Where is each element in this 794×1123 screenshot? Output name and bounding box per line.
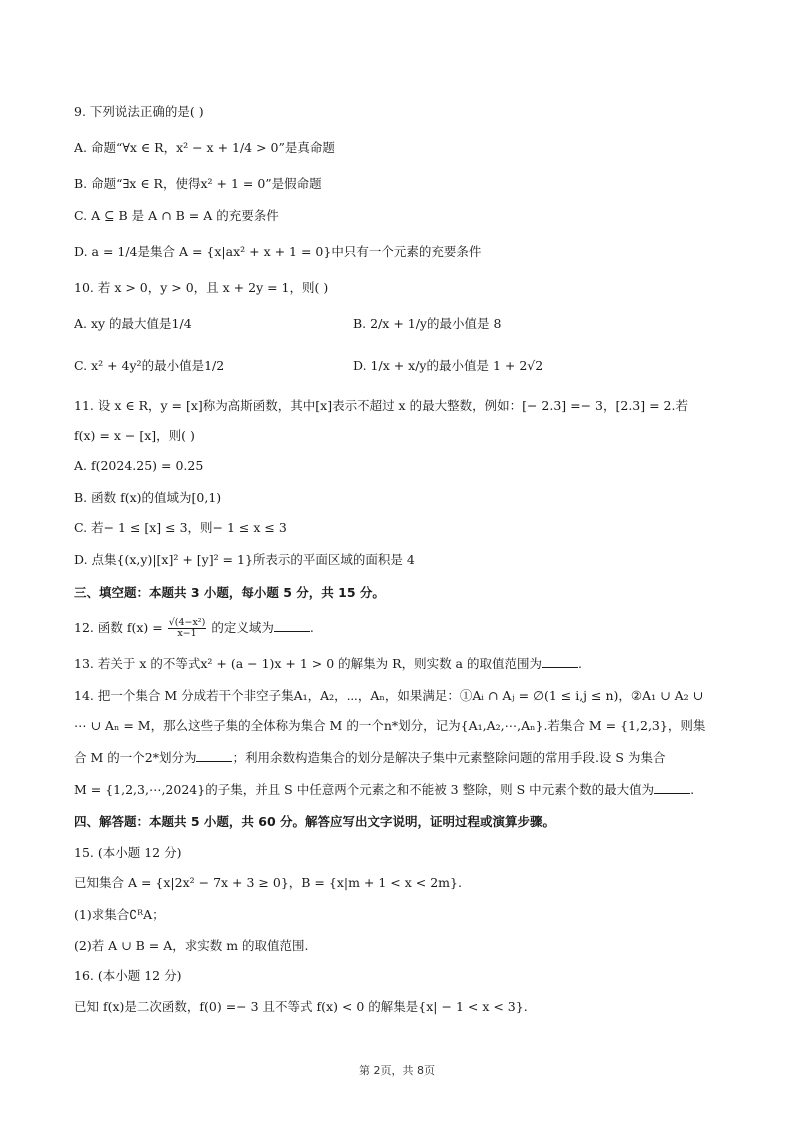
q11-option-d: D. 点集{(x,y)|[x]² + [y]² = 1}所表示的平面区域的面积是 4 — [74, 552, 415, 567]
q10-option-d: D. 1/x + x/y的最小值是 1 + 2√2 — [353, 358, 544, 373]
q10-option-b: B. 2/x + 1/y的最小值是 8 — [353, 316, 502, 331]
q9-option-a: A. 命题“∀x ∈ R，x² − x + 1/4 > 0”是真命题 — [74, 140, 335, 155]
page-footer: 第 2页，共 8页 — [359, 1064, 435, 1077]
q13-text: 13. 若关于 x 的不等式x² + (a − 1)x + 1 > 0 的解集为 R，则实数 a 的取值范围为 — [74, 656, 542, 671]
q10-option-a: A. xy 的最大值是1/4 — [74, 316, 192, 331]
q9-stem: 9. 下列说法正确的是( ) — [74, 104, 204, 119]
q11-option-c: C. 若− 1 ≤ [x] ≤ 3，则− 1 ≤ x ≤ 3 — [74, 520, 287, 535]
q14-answer-blank-2 — [654, 781, 690, 794]
q14-line1: 14. 把一个集合 M 分成若干个非空子集A₁，A₂，⋯，Aₙ，如果满足：①Aᵢ ∩ Aⱼ = ∅(1 ≤ i,j ≤ n)，②A₁ ∪ A₂ ∪ — [74, 688, 704, 703]
q15-title: 15. (本小题 12 分) — [74, 845, 182, 860]
q12-prefix: 12. 函数 f(x) = — [74, 620, 167, 635]
section-4-heading: 四、解答题：本题共 5 小题，共 60 分。解答应写出文字说明，证明过程或演算步骤。 — [74, 814, 556, 829]
q15-part-1: (1)求集合∁ᴿA； — [74, 907, 165, 922]
q9-option-d: D. a = 1/4是集合 A = {x|ax² + x + 1 = 0}中只有一个元素的充要条件 — [74, 244, 482, 259]
q11-stem-line2: f(x) = x − [x]，则( ) — [74, 428, 195, 443]
q14-line2: ⋯ ∪ Aₙ = M，那么这些子集的全体称为集合 M 的一个n*划分，记为{A₁,A₂,⋯,Aₙ}.若集合 M = {1,2,3}，则集 — [74, 718, 706, 733]
q13-line: 13. 若关于 x 的不等式x² + (a − 1)x + 1 > 0 的解集为 R，则实数 a 的取值范围为 . — [74, 656, 582, 671]
q15-part-2: (2)若 A ∪ B = A，求实数 m 的取值范围. — [74, 938, 309, 953]
q12-denominator: x−1 — [177, 628, 197, 639]
q16-given: 已知 f(x)是二次函数，f(0) =− 3 且不等式 f(x) < 0 的解集是{x| − 1 < x < 3}. — [74, 999, 528, 1014]
q14-line3-b: ；利用余数构造集合的划分是解决子集中元素整除问题的常用手段.设 S 为集合 — [232, 750, 666, 765]
q11-stem-line1: 11. 设 x ∈ R，y = [x]称为高斯函数，其中[x]表示不超过 x 的最大整数，例如：[− 2.3] =− 3，[2.3] = 2.若 — [74, 398, 688, 413]
q12-answer-blank — [274, 619, 310, 632]
q9-option-c: C. A ⊆ B 是 A ∩ B = A 的充要条件 — [74, 208, 279, 223]
q11-option-b: B. 函数 f(x)的值域为[0,1) — [74, 490, 222, 505]
section-3-heading: 三、填空题：本题共 3 小题，每小题 5 分，共 15 分。 — [74, 585, 385, 600]
q14-line3 — [74, 748, 734, 768]
q10-stem: 10. 若 x > 0，y > 0，且 x + 2y = 1，则( ) — [74, 280, 329, 295]
q9-option-b: B. 命题“∃x ∈ R，使得x² + 1 = 0”是假命题 — [74, 176, 322, 191]
q14-line4-a: M = {1,2,3,⋯,2024}的子集，并且 S 中任意两个元素之和不能被 3 整除，则 S 中元素个数的最大值为 — [74, 782, 655, 797]
q14-answer-blank-1 — [196, 749, 232, 762]
q12-numerator: √(4−x²) — [168, 617, 206, 628]
q14-line3-a: 合 M 的一个2*划分为 — [74, 750, 197, 765]
q12-suffix: 的定义域为 — [211, 620, 274, 635]
q11-option-a: A. f(2024.25) = 0.25 — [74, 458, 204, 473]
q15-given: 已知集合 A = {x|2x² − 7x + 3 ≥ 0}，B = {x|m + 1 < x < 2m}. — [74, 875, 462, 890]
q13-answer-blank — [542, 655, 578, 668]
q14-line4: M = {1,2,3,⋯,2024}的子集，并且 S 中任意两个元素之和不能被 3 整除，则 S 中元素个数的最大值为 . — [74, 782, 695, 797]
q12-fraction — [168, 618, 207, 639]
q10-option-c: C. x² + 4y²的最小值是1/2 — [74, 358, 225, 373]
q16-title: 16. (本小题 12 分) — [74, 968, 182, 983]
q12-line: 12. 函数 f(x) = $\frac{\text{√(4−x²)}}{x-1}$ 的定义域为 . — [74, 617, 314, 639]
